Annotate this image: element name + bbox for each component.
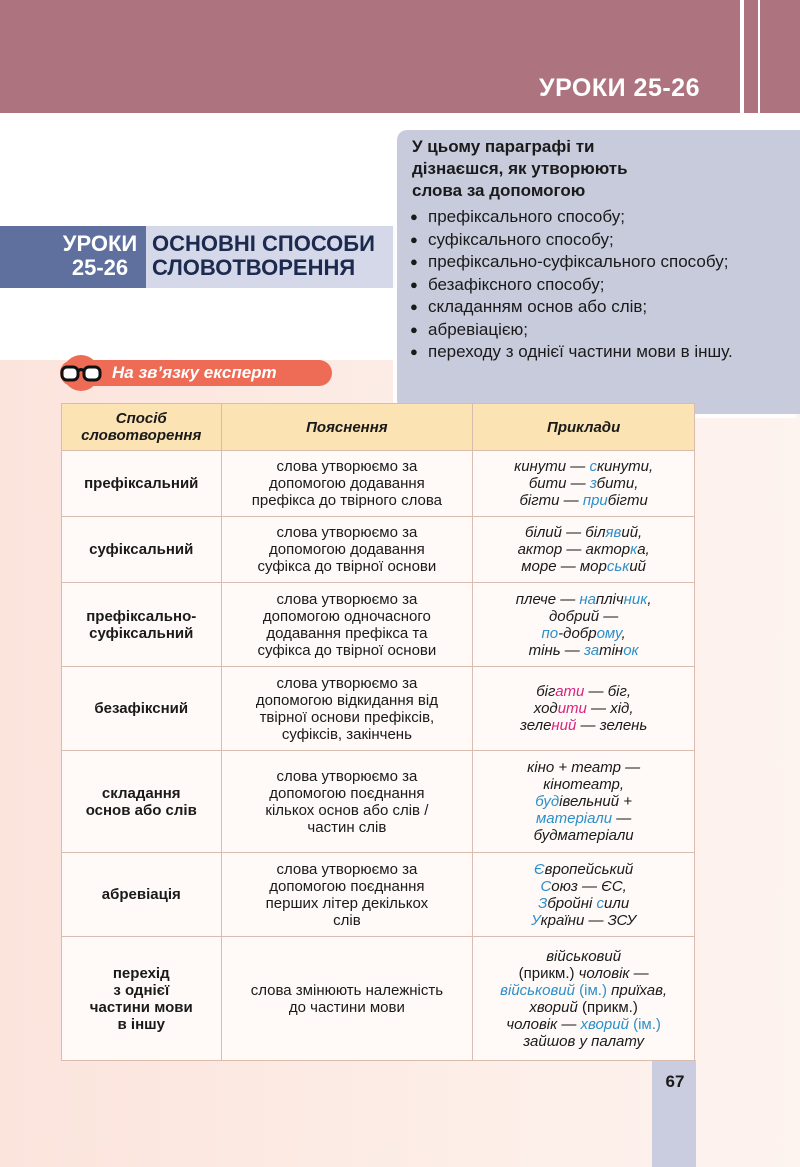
objective-item: ● складанням основ або слів;: [410, 296, 780, 319]
method-cell: перехід з однієї частини мови в іншу: [62, 937, 222, 1061]
table-row: [62, 667, 695, 751]
lesson-title: ОСНОВНІ СПОСОБИ СЛОВОТВОРЕННЯ: [152, 231, 375, 280]
header-strip: [744, 0, 758, 113]
table-row: [62, 751, 695, 853]
method-cell: префіксальний: [62, 451, 222, 517]
objectives-intro: У цьому параграфі ти дізнаєшся, як утворюють слова за допомогою: [412, 137, 628, 200]
table-row: [62, 853, 695, 937]
objective-item: ● суфіксального способу;: [410, 229, 780, 252]
explanation-cell: слова утворюємо за допомогою поєднання перших літер декількох слів: [221, 853, 473, 937]
examples-cell: білий — білявий, актор — акторка, море — морський: [473, 517, 695, 583]
examples-cell: плече — наплічник, добрий — по-доброму, тінь — затінок: [473, 583, 695, 667]
explanation-cell: слова утворюємо за допомогою поєднання кількох основ або слів / частин слів: [221, 751, 473, 853]
objective-item: ● префіксального способу;: [410, 206, 780, 229]
column-header-method: Спосіб словотворення: [62, 404, 222, 451]
table-row: [62, 517, 695, 583]
objective-item: ● безафіксного способу;: [410, 274, 780, 297]
method-cell: складання основ або слів: [62, 751, 222, 853]
table-row: [62, 583, 695, 667]
method-cell: абревіація: [62, 853, 222, 937]
examples-cell: Європейський Союз — ЄС, Збройні сили України — ЗСУ: [473, 853, 695, 937]
explanation-cell: слова утворюємо за допомогою відкидання від твірної основи префіксів, суфіксів, закінчень: [221, 667, 473, 751]
examples-cell: кіно + театр — кінотеатр, будівельний + матеріали — будматеріали: [473, 751, 695, 853]
examples-cell: військовий (прикм.) чоловік — військовий (ім.) приїхав, хворий (прикм.) чоловік — хворий (ім.) зайшов у палату: [473, 937, 695, 1061]
header-strip: [760, 0, 800, 113]
table-header-row: [62, 404, 695, 451]
objectives-list: [410, 206, 780, 364]
examples-cell: кинути — скинути, бити — збити, бігти — прибігти: [473, 451, 695, 517]
explanation-cell: слова змінюють належність до частини мови: [221, 937, 473, 1061]
method-cell: безафіксний: [62, 667, 222, 751]
expert-label: На зв’язку експерт: [112, 363, 277, 382]
table-row: [62, 451, 695, 517]
method-cell: суфіксальний: [62, 517, 222, 583]
column-header-examples: Приклади: [473, 404, 695, 451]
objective-item: ● переходу з однієї частини мови в іншу.: [410, 341, 780, 364]
objective-item: ● абревіацією;: [410, 319, 780, 342]
header-title: УРОКИ 25-26: [539, 74, 700, 102]
objective-item: ● префіксально-суфіксального способу;: [410, 251, 780, 274]
column-header-explanation: Пояснення: [221, 404, 473, 451]
glasses-icon: [56, 354, 106, 392]
explanation-cell: слова утворюємо за допомогою додавання суфікса до твірної основи: [221, 517, 473, 583]
word-formation-table: [61, 403, 695, 1061]
lesson-number: УРОКИ 25-26: [62, 231, 138, 280]
table-row: [62, 937, 695, 1061]
explanation-cell: слова утворюємо за допомогою додавання префікса до твірного слова: [221, 451, 473, 517]
method-cell: префіксально- суфіксальний: [62, 583, 222, 667]
examples-cell: бігати — біг, ходити — хід, зелений — зелень: [473, 667, 695, 751]
explanation-cell: слова утворюємо за допомогою одночасного додавання префікса та суфікса до твірної основи: [221, 583, 473, 667]
page-number: 67: [665, 1072, 685, 1091]
